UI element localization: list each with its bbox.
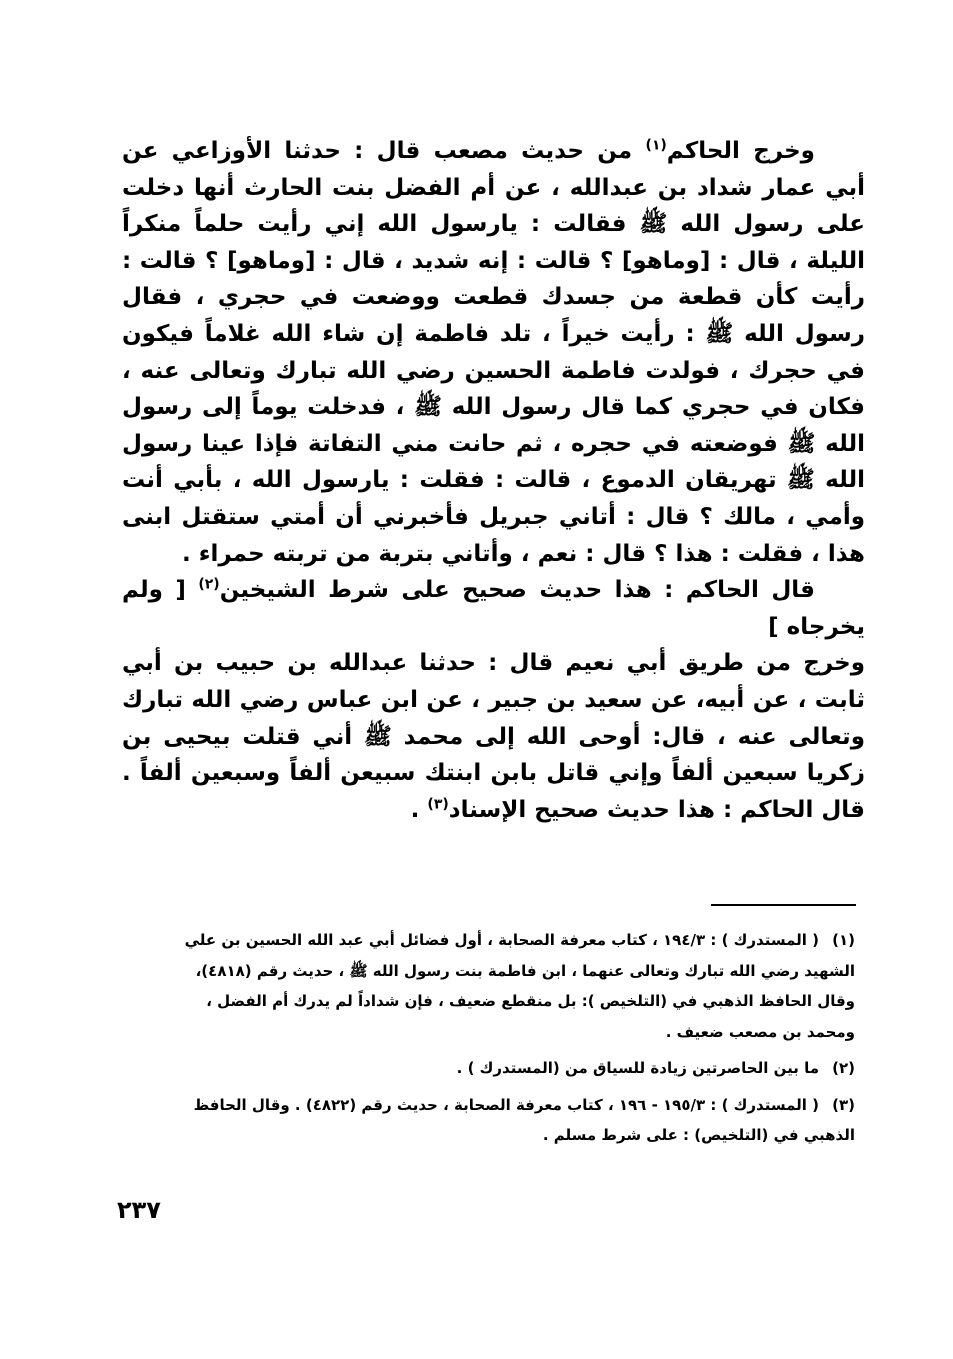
footnote-2-first-line xyxy=(110,1053,855,1084)
footnote-ref-2: (٢) xyxy=(198,576,220,593)
footnote-3-number: (٣) xyxy=(832,1095,855,1114)
footnote-1-line-3: وقال الحافظ الذهبي في (التلخيص ): بل منقطع ضعيف ، فإن شداداً لم يدرك أم الفضل ، xyxy=(206,992,855,1010)
page-number: ٢٣٧ xyxy=(117,1196,161,1224)
footnotes xyxy=(110,925,855,1157)
footnote-3-line-2: الذهبي في (التلخيص) : على شرط مسلم . xyxy=(542,1126,855,1144)
footnote-1-line-2: الشهيد رضي الله تبارك وتعالى عنهما ، ابن فاطمة بنت رسول الله ﷺ ، حديث رقم (٤٨١٨)، xyxy=(195,961,855,980)
paragraph-2 xyxy=(122,572,865,645)
footnote-1-line-4: ومحمد بن مصعب ضعيف . xyxy=(665,1022,855,1041)
footnote-separator xyxy=(711,904,856,906)
footnote-1 xyxy=(110,925,855,1047)
footnote-2-number: (٢) xyxy=(832,1059,855,1077)
footnote-1-number: (١) xyxy=(832,931,855,949)
footnote-ref-3: (٣) xyxy=(427,796,449,813)
paragraph-1-start: وخرج الحاكم xyxy=(666,138,815,164)
footnote-1-first-line xyxy=(110,925,855,956)
paragraph-3-end: . xyxy=(410,796,428,823)
main-text xyxy=(122,133,865,828)
footnote-3 xyxy=(110,1090,855,1151)
footnote-3-text: ( المستدرك ) : ١٩٥/٣ - ١٩٦ ، كتاب معرفة الصحابة ، حديث رقم (٤٨٢٢) . وقال الحافظ xyxy=(193,1095,819,1114)
paragraph-2-start: قال الحاكم : هذا حديث صحيح على شرط الشيخين xyxy=(219,577,815,604)
footnote-2 xyxy=(110,1053,855,1084)
footnote-1-text: ( المستدرك ) : ١٩٤/٣ ، كتاب معرفة الصحابة ، أول فضائل أبي عبد الله الحسين بن علي xyxy=(184,931,819,949)
paragraph-1-text: من حديث مصعب قال : حدثنا الأوزاعي عن أبي عمار شداد بن عبدالله ، عن أم الفضل بنت الحارث أنها دخلت على رسول الله ﷺ فقالت : يارسول الله إني رأيت حلماً منكراً الليلة ، قال : [وماهو] ؟ قالت : إنه شديد ، قال : [وماهو] ؟ قالت : رأيت كأن قطعة من جسدك قطعت ووضعت في حجري ، فقال رسول الله ﷺ : رأيت خيراً ، تلد فاطمة إن شاء الله غلاماً فيكون في حجرك ، فولدت فاطمة الحسين رضي الله تبارك وتعالى عنه ، فكان في حجري كما قال رسول الله ﷺ ، فدخلت يوماً إلى رسول الله ﷺ فوضعته في حجره ، ثم حانت مني التفاتة فإذا عينا رسول الله ﷺ تهريقان الدموع ، قالت : فقلت : يارسول الله ، بأبي أنت وأمي ، مالك ؟ قال : أتاني جبريل فأخبرني أن أمتي ستقتل ابنى هذا ، فقلت : هذا ؟ قال : نعم ، وأتاني بتربة من تربته حمراء . xyxy=(122,138,865,567)
paragraph-3-text: وخرج من طريق أبي نعيم قال : حدثنا عبدالله بن حبيب بن أبي ثابت ، عن أبيه، عن سعيد بن جبير ، عن ابن عباس رضي الله تبارك وتعالى عنه ، قال: أوحى الله إلى محمد ﷺ أني قتلت بيحيى بن زكريا سبعين ألفاً وإني قاتل بابن ابنتك سبيعن ألفاً وسبعين ألفاً . قال الحاكم : هذا حديث صحيح الإسناد xyxy=(122,650,865,823)
paragraph-2-text: [ ولم يخرجاه ] xyxy=(122,577,865,640)
paragraph-3 xyxy=(122,645,865,828)
paragraph-1 xyxy=(122,133,865,572)
footnote-2-text: ما بين الحاصرتين زيادة للسياق من (المستدرك ) . xyxy=(456,1059,819,1077)
footnote-3-first-line xyxy=(110,1090,855,1121)
footnote-ref-1: (١) xyxy=(645,137,667,154)
